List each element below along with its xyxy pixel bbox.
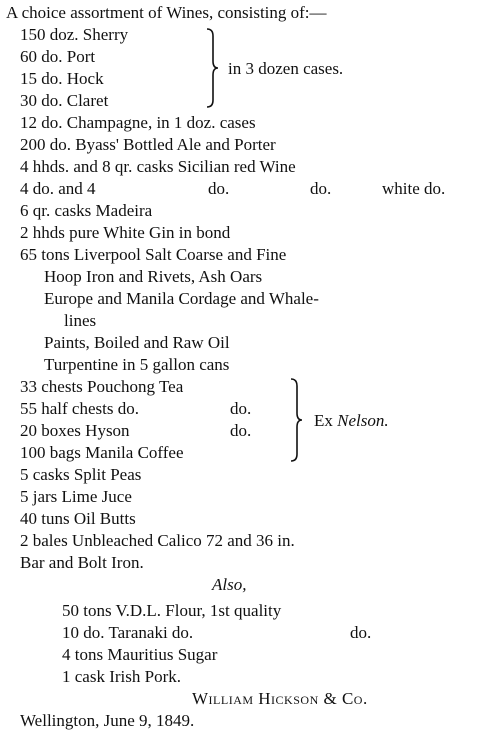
list-item: 5 jars Lime Juce bbox=[20, 487, 132, 506]
list-item: Bar and Bolt Iron. bbox=[20, 553, 144, 572]
list-item: 40 tuns Oil Butts bbox=[20, 509, 136, 528]
wine-item: 60 do. Port bbox=[20, 47, 96, 66]
list-item: 4 hhds. and 8 qr. casks Sicilian red Wine bbox=[20, 157, 296, 176]
cargo-item: 20 boxes Hyson bbox=[20, 421, 130, 440]
list-item: 5 casks Split Peas bbox=[20, 465, 142, 484]
list-item: Europe and Manila Cordage and Whale- bbox=[44, 289, 319, 308]
ditto-mark: do. bbox=[208, 179, 230, 198]
list-item: 10 do. Taranaki do. bbox=[62, 623, 194, 642]
right-brace-icon bbox=[206, 28, 216, 108]
ditto-mark: do. bbox=[310, 179, 332, 198]
also-text: Also, bbox=[212, 575, 247, 594]
list-item: 200 do. Byass' Bottled Ale and Porter bbox=[20, 135, 276, 154]
list-item: Paints, Boiled and Raw Oil bbox=[44, 333, 230, 352]
ship-name: Nelson. bbox=[337, 411, 389, 430]
list-item-tail: white do. bbox=[382, 179, 446, 198]
list-item: Turpentine in 5 gallon cans bbox=[44, 355, 230, 374]
ditto-mark: do. bbox=[230, 399, 252, 418]
group2-label bbox=[314, 410, 389, 431]
list-item: 12 do. Champagne, in 1 doz. cases bbox=[20, 113, 256, 132]
list-item: 4 do. and 4 bbox=[20, 179, 96, 198]
cargo-item: 55 half chests do. bbox=[20, 399, 139, 418]
list-item: 6 qr. casks Madeira bbox=[20, 201, 153, 220]
list-item: 2 hhds pure White Gin in bond bbox=[20, 223, 231, 242]
dateline: Wellington, June 9, 1849. bbox=[20, 711, 195, 730]
wine-item: 15 do. Hock bbox=[20, 69, 104, 88]
list-item: 65 tons Liverpool Salt Coarse and Fine bbox=[20, 245, 287, 264]
list-item: 4 tons Mauritius Sugar bbox=[62, 645, 218, 664]
ditto-mark: do. bbox=[230, 421, 252, 440]
signature: William Hickson & Co. bbox=[192, 689, 368, 708]
list-item: Hoop Iron and Rivets, Ash Oars bbox=[44, 267, 263, 286]
also-heading bbox=[212, 574, 246, 595]
list-item-continuation: lines bbox=[64, 311, 97, 330]
list-item: 50 tons V.D.L. Flour, 1st quality bbox=[62, 601, 282, 620]
intro-line: A choice assortment of Wines, consisting of:— bbox=[6, 3, 327, 22]
wine-item: 30 do. Claret bbox=[20, 91, 109, 110]
list-item: 1 cask Irish Pork. bbox=[62, 667, 181, 686]
list-item: 2 bales Unbleached Calico 72 and 36 in. bbox=[20, 531, 295, 550]
ex-prefix: Ex bbox=[314, 411, 333, 430]
right-brace-icon bbox=[290, 378, 300, 462]
cargo-item: 33 chests Pouchong Tea bbox=[20, 377, 184, 396]
cargo-item: 100 bags Manila Coffee bbox=[20, 443, 184, 462]
ditto-mark: do. bbox=[350, 623, 372, 642]
wine-item: 150 doz. Sherry bbox=[20, 25, 129, 44]
group1-label: in 3 dozen cases. bbox=[228, 59, 344, 78]
